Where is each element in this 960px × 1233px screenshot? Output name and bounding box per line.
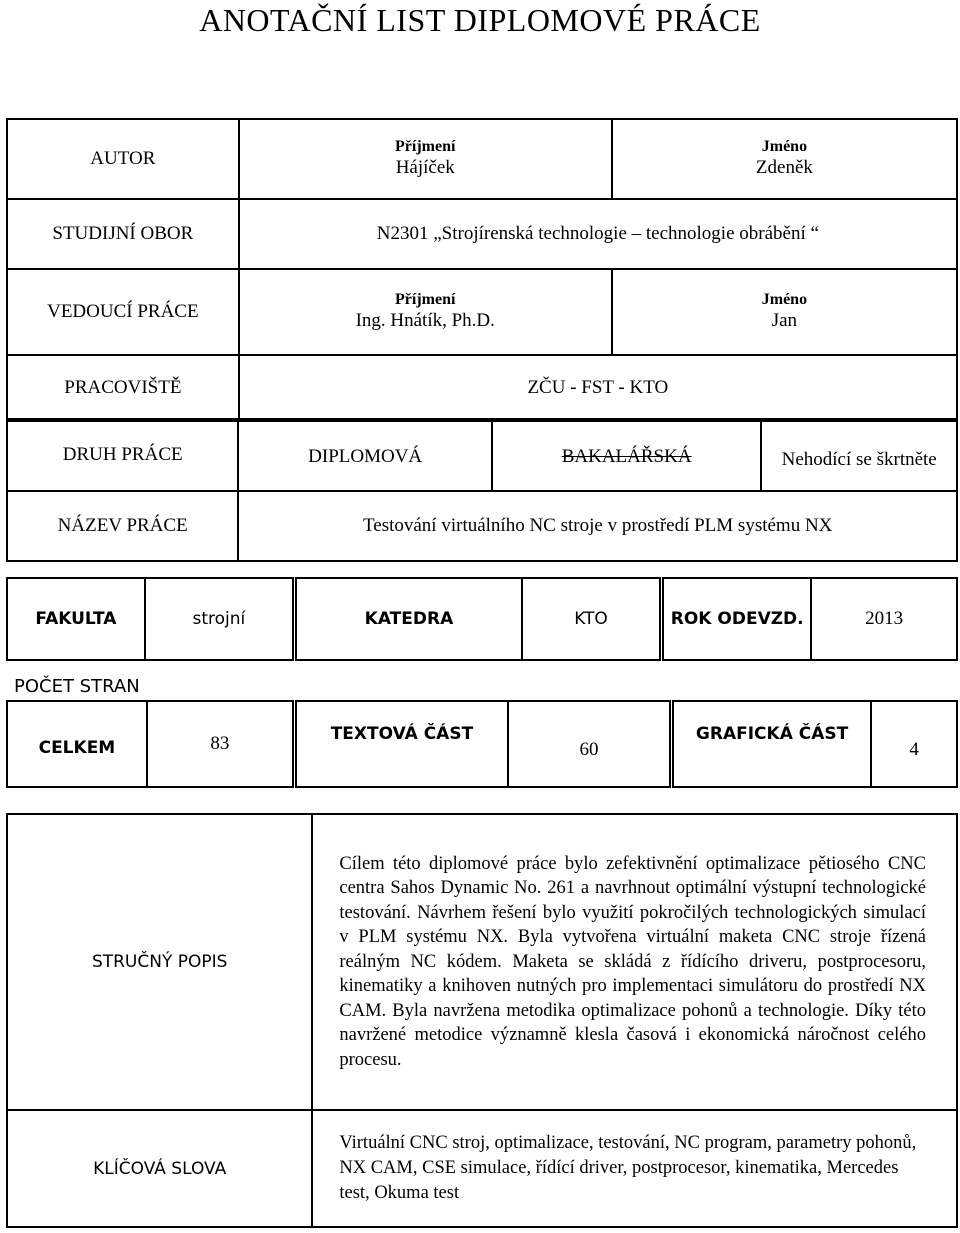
klicova-text: Virtuální CNC stroj, optimalizace, testování, NC program, parametry pohonů, NX CAM, CSE simulace, řídící driver, postprocesor, kinematika, Mercedes test, Okuma test — [312, 1110, 957, 1227]
pracoviste-label: PRACOVIŠTĚ — [7, 355, 239, 421]
druh-bakalarska: BAKALÁŘSKÁ — [492, 419, 762, 491]
vedouci-jmeno-cell — [612, 269, 957, 355]
vedouci-jmeno: Jan — [771, 310, 798, 331]
vedouci-label: VEDOUCÍ PRÁCE — [7, 269, 239, 355]
klicova-label: KLÍČOVÁ SLOVA — [7, 1110, 312, 1227]
pocet-table — [6, 700, 958, 788]
rok-value: 2013 — [811, 578, 957, 660]
vedouci-prijmeni: Ing. Hnátík, Ph.D. — [355, 310, 495, 331]
jmeno-label: Jméno — [761, 138, 808, 155]
fakulta-label: FAKULTA — [7, 578, 145, 660]
graficka-label: GRAFICKÁ ČÁST — [672, 701, 872, 787]
druh-note: Nehodící se škrtněte — [761, 419, 957, 491]
celkem-label: CELKEM — [7, 701, 147, 787]
prijmeni-label: Příjmení — [395, 291, 456, 308]
autor-label: AUTOR — [7, 119, 239, 199]
pocet-stran-label: POČET STRAN — [14, 676, 140, 697]
vedouci-prijmeni-cell — [239, 269, 612, 355]
page-title: ANOTAČNÍ LIST DIPLOMOVÉ PRÁCE — [199, 2, 761, 38]
celkem-value: 83 — [147, 701, 295, 787]
katedra-value: KTO — [522, 578, 662, 660]
katedra-label: KATEDRA — [294, 578, 521, 660]
obor-value: N2301 „Strojírenská technologie – technologie obrábění “ — [239, 199, 957, 269]
graficka-value: 4 — [871, 701, 957, 787]
obor-label: STUDIJNÍ OBOR — [7, 199, 239, 269]
info-table — [6, 118, 958, 422]
autor-prijmeni-cell — [239, 119, 612, 199]
autor-jmeno-cell — [612, 119, 957, 199]
pracoviste-value: ZČU - FST - KTO — [239, 355, 957, 421]
jmeno-label: Jméno — [761, 291, 808, 308]
nazev-value: Testování virtuálního NC stroje v prostředí PLM systému NX — [238, 491, 957, 561]
nazev-label: NÁZEV PRÁCE — [7, 491, 238, 561]
popis-table — [6, 813, 958, 1228]
popis-text: Cílem této diplomové práce bylo zefektivnění optimalizace pětiosého CNC centra Sahos Dynamic No. 261 a navrhnout optimální výstupní technologické testování. Návrhem řešení bylo využití pokročilých technologických simulací v PLM systému NX. Byla vytvořena virtuální maketa CNC stroje řízená reálným NC kódem. Maketa se skládá z řídícího driveru, postprocesoru, kinematiky a knihoven nutných pro implementaci simulátoru do prostředí NX CAM. Byla navržena metodika optimalizace pohonů a technologie. Díky této navržené metodice významně klesla časová i ekonomická náročnost celého procesu. — [312, 814, 957, 1110]
popis-label: STRUČNÝ POPIS — [7, 814, 312, 1110]
druh-table — [6, 418, 958, 562]
textova-value: 60 — [508, 701, 672, 787]
druh-diplomova: DIPLOMOVÁ — [238, 419, 492, 491]
autor-prijmeni: Hájíček — [395, 157, 455, 178]
fakulta-value: strojní — [145, 578, 295, 660]
autor-jmeno: Zdeněk — [755, 157, 813, 178]
druh-label: DRUH PRÁCE — [7, 419, 238, 491]
fakulta-table — [6, 577, 958, 661]
prijmeni-label: Příjmení — [395, 138, 456, 155]
rok-label: ROK ODEVZD. — [662, 578, 812, 660]
textova-label: TEXTOVÁ ČÁST — [294, 701, 508, 787]
